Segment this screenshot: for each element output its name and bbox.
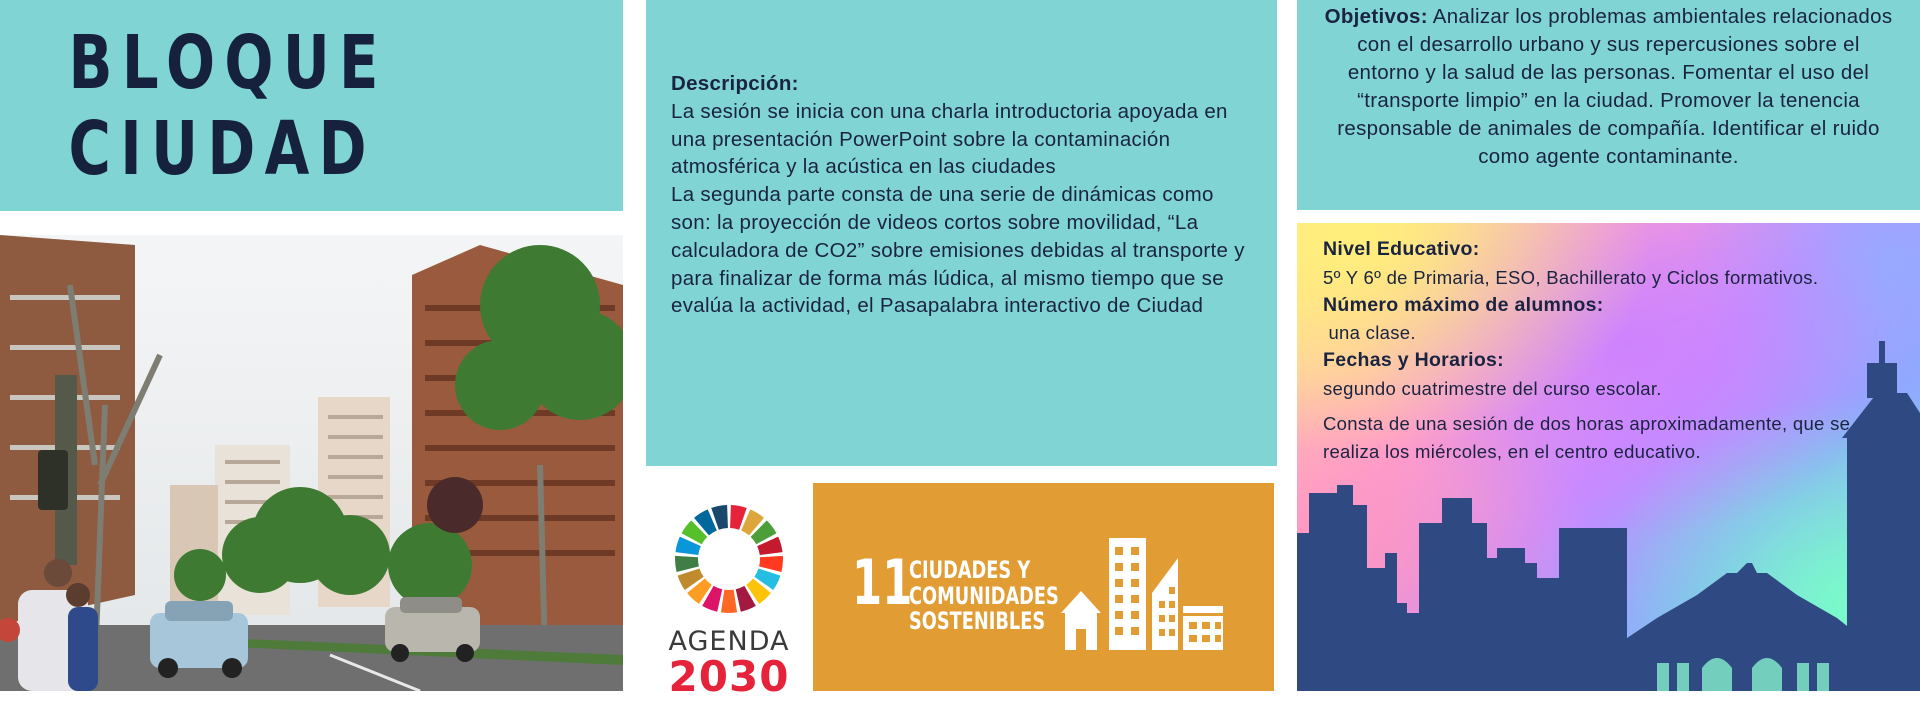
- title-block: [0, 0, 623, 211]
- street-photo-image: [0, 235, 623, 691]
- sdg-title-line-2: COMUNIDADES: [909, 581, 1059, 610]
- info-text: [1323, 236, 1883, 465]
- dates-label: Fechas y Horarios:: [1323, 349, 1504, 372]
- info-block: [1297, 223, 1920, 691]
- page-title: BLOQUE CIUDAD: [68, 19, 388, 192]
- sdg-title-line-1: CIUDADES Y: [909, 556, 1031, 584]
- sdg-wheel-segment: [721, 590, 737, 613]
- sdg-wheel-segment: [759, 556, 783, 572]
- agenda-year: 2030: [668, 652, 790, 701]
- street-photo: [0, 235, 623, 691]
- description-block: [646, 0, 1277, 466]
- description-paragraph-1: La sesión se inicia con una charla introductoria apoyada en una presentación PowerPoint sobre la contaminación atmosférica y la acústica en las ciudades: [671, 99, 1228, 179]
- description-paragraph-2: La segunda parte consta de una serie de dinámicas como son: la proyección de videos cortos sobre movilidad, “La calculadora de CO2” sobre emisiones debidas al transporte y para finalizar de forma más lúdica, al mismo tiempo que se evalúa la actividad, el Pasapalabra interactivo de Ciudad: [671, 183, 1245, 318]
- agenda-2030-logo: [646, 482, 812, 701]
- objectives-text: Analizar los problemas ambientales relacionados con el desarrollo urbano y sus repercusiones sobre el entorno y la salud de las personas. Fomentar el uso del “transporte limpio” en la ciudad. Promover la tenencia responsable de animales de compañía. Identificar el ruido como agente contaminante.: [1337, 5, 1893, 168]
- sdg-title-line-3: SOSTENIBLES: [909, 607, 1046, 635]
- dates-value: segundo cuatrimestre del curso escolar.: [1323, 377, 1662, 399]
- sdg-wheel-segment: [675, 556, 699, 572]
- sdg-number: 11: [852, 546, 913, 619]
- description-label: Descripción:: [671, 72, 799, 95]
- session-text: Consta de una sesión de dos horas aproximadamente, que se realiza los miércoles, en el centro educativo.: [1323, 412, 1851, 462]
- sustainable-city-icon: [1061, 533, 1246, 663]
- level-value: 5º Y 6º de Primaria, ESO, Bachillerato y Ciclos formativos.: [1323, 266, 1819, 288]
- level-label: Nivel Educativo:: [1323, 238, 1480, 260]
- sdg-title: [909, 558, 1059, 635]
- sdg-11-tile: [813, 483, 1274, 691]
- max-students-label: Número máximo de alumnos:: [1323, 293, 1604, 316]
- agenda-word: AGENDA: [668, 626, 790, 657]
- objectives-label: Objetivos:: [1324, 5, 1428, 28]
- max-students-value: una clase.: [1323, 322, 1416, 344]
- objectives-block: [1297, 0, 1920, 210]
- sdg-wheel-icon: [675, 505, 783, 613]
